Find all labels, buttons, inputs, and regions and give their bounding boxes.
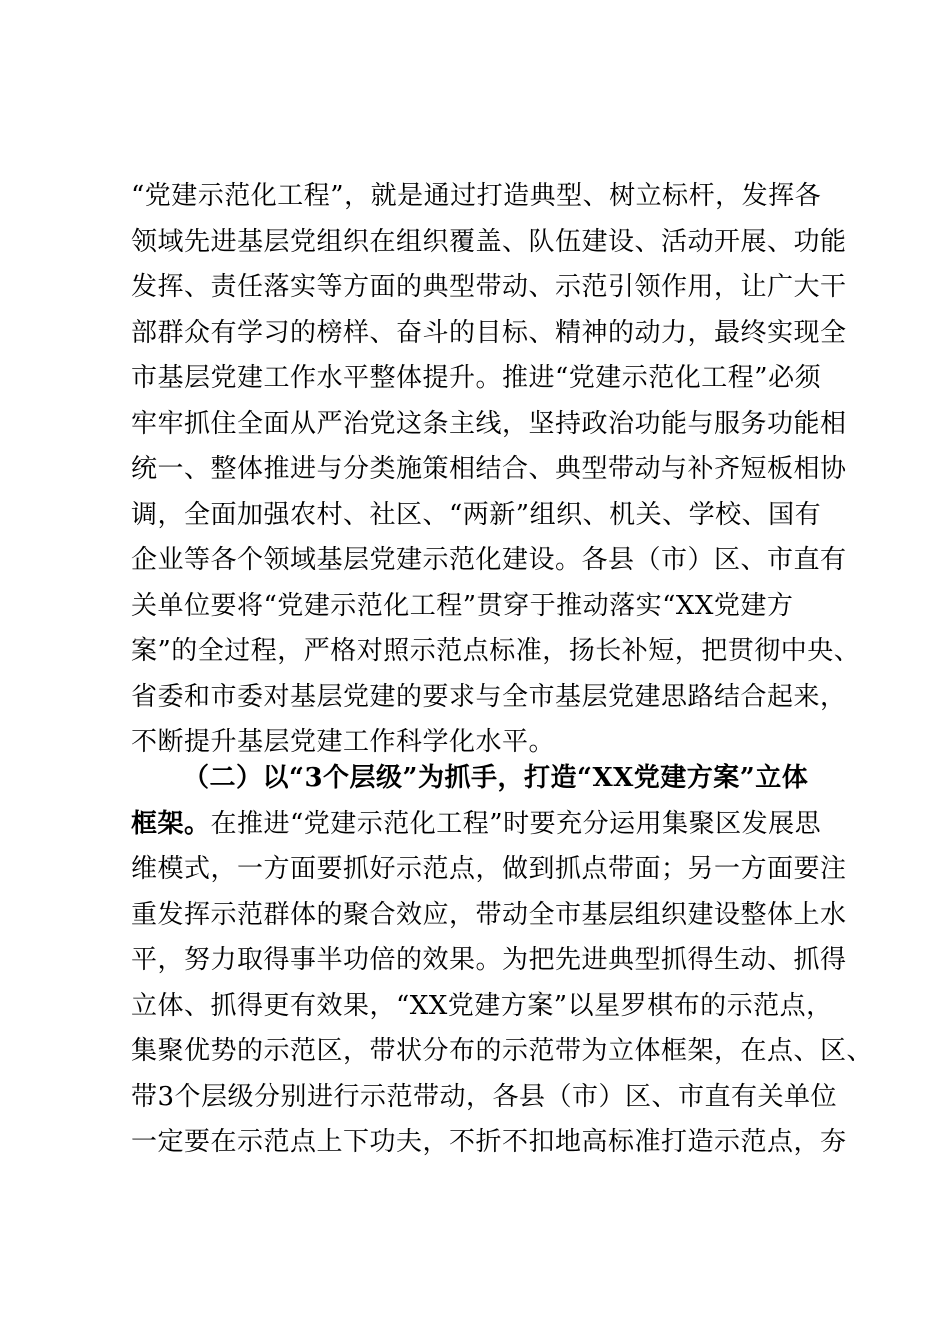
section-heading-end: 框架。	[131, 808, 211, 839]
paragraph-line: 带3个层级分别进行示范带动，各县（市）区、市直有关单位	[131, 1081, 838, 1112]
paragraph-line: 牢牢抓住全面从严治党这条主线，坚持政治功能与服务功能相	[131, 408, 847, 439]
paragraph-line: 集聚优势的示范区，带状分布的示范带为立体框架，在点、区、	[131, 1036, 874, 1066]
paragraph-line: 企业等各个领域基层党建示范化建设。各县（市）区、市直有	[131, 545, 847, 575]
paragraph-2	[131, 756, 874, 1166]
paragraph-line: 市基层党建工作水平整体提升。推进“党建示范化工程”必须	[131, 363, 822, 393]
paragraph-line: 重发挥示范群体的聚合效应，带动全市基层组织建设整体上水	[131, 899, 847, 930]
paragraph-line: 立体、抓得更有效果，“XX党建方案”以星罗棋布的示范点，	[131, 990, 833, 1021]
paragraph-1	[131, 174, 861, 766]
paragraph-line: 维模式，一方面要抓好示范点，做到抓点带面；另一方面要注	[131, 854, 847, 884]
paragraph-line: 案”的全过程，严格对照示范点标准，扬长补短，把贯彻中央、	[131, 636, 861, 666]
section-heading: （二）以“3个层级”为抓手，打造“XX党建方案”立体	[183, 763, 809, 793]
paragraph-line: 一定要在示范点上下功夫，不折不扣地高标准打造示范点，夯	[131, 1127, 847, 1157]
paragraph-line	[131, 802, 843, 848]
paragraph-line: 统一、整体推进与分类施策相结合、典型带动与补齐短板相协	[131, 454, 847, 484]
paragraph-line: 关单位要将“党建示范化工程”贯穿于推动落实“XX党建方	[131, 590, 794, 621]
paragraph-line: 省委和市委对基层党建的要求与全市基层党建思路结合起来，	[131, 681, 847, 712]
paragraph-line: 调，全面加强农村、社区、“两新”组织、机关、学校、国有	[131, 499, 822, 530]
paragraph-text: 在推进“党建示范化工程”时要充分运用集聚区发展思	[210, 808, 822, 839]
paragraph-line: 平，努力取得事半功倍的效果。为把先进典型抓得生动、抓得	[131, 945, 847, 975]
paragraph-line: 领域先进基层党组织在组织覆盖、队伍建设、活动开展、功能	[131, 226, 847, 257]
paragraph-line: 不断提升基层党建工作科学化水平。	[131, 727, 556, 757]
paragraph-line: 部群众有学习的榜样、奋斗的目标、精神的动力，最终实现全	[131, 317, 847, 348]
paragraph-line: 发挥、责任落实等方面的典型带动、示范引领作用，让广大干	[131, 272, 847, 302]
paragraph-line: “党建示范化工程”，就是通过打造典型、树立标杆，发挥各	[131, 181, 822, 211]
